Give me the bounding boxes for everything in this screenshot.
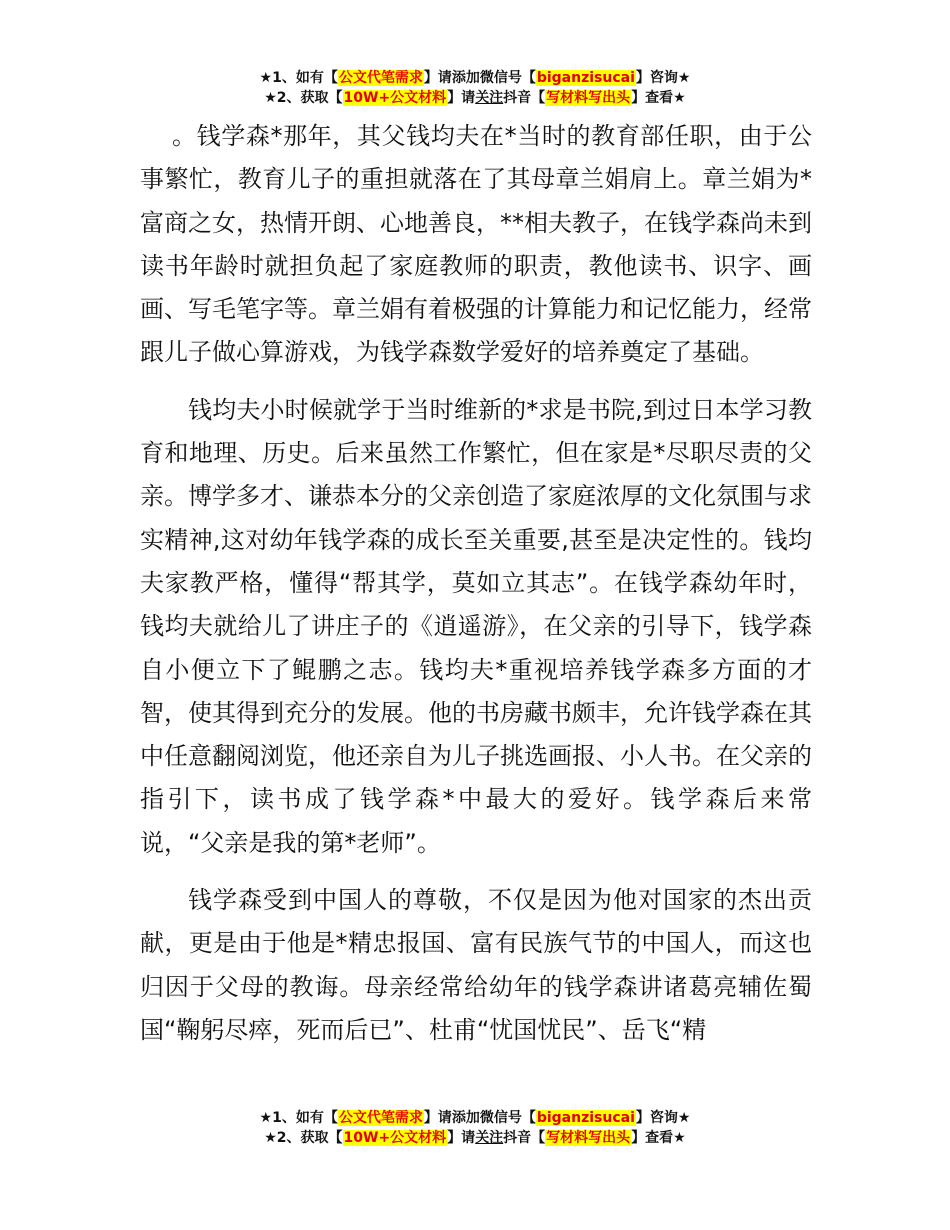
banner-line-2 xyxy=(0,88,950,108)
banner-highlight: 写材料写出头 xyxy=(546,90,631,106)
banner-highlight: 公文代笔需求 xyxy=(338,70,423,86)
banner-text: ★1、如有【 xyxy=(259,70,338,86)
banner-text: 】请 xyxy=(447,90,476,106)
banner-text: 抖音【 xyxy=(503,1130,546,1146)
paragraph: 钱学森受到中国人的尊敬，不仅是因为他对国家的杰出贡献，更是由于他是*精忠报国、富有民族气节的中国人，而这也归因于父母的教诲。母亲经常给幼年的钱学森讲诸葛亮辅佐蜀国“鞠躬尽瘁，死而后已”、杜甫“忧国忧民”、岳飞“精 xyxy=(140,886,812,1044)
banner-text: 微信号【 xyxy=(479,70,536,86)
footer-banner xyxy=(0,1108,950,1148)
paragraph: 。钱学森*那年，其父钱均夫在*当时的教育部任职，由于公事繁忙，教育儿子的重担就落在了其母章兰娟肩上。章兰娟为*富商之女，热情开朗、心地善良，**相夫教子，在钱学森尚未到读书年龄时就担负起了家庭教师的职责，教他读书、识字、画画、写毛笔字等。章兰娟有着极强的计算能力和记忆能力，经常跟儿子做心算游戏，为钱学森数学爱好的培养奠定了基础。 xyxy=(140,122,812,367)
banner-text: 】查看★ xyxy=(631,90,686,106)
paragraph: 钱均夫小时候就学于当时维新的*求是书院,到过日本学习教育和地理、历史。后来虽然工作繁忙，但在家是*尽职尽责的父亲。博学多才、谦恭本分的父亲创造了家庭浓厚的文化氛围与求实精神,这对幼年钱学森的成长至关重要,甚至是决定性的。钱均夫家教严格，懂得“帮其学，莫如立其志”。在钱学森幼年时，钱均夫就给儿了讲庄子的《逍遥游》，在父亲的引导下，钱学森自小便立下了鲲鹏之志。钱均夫*重视培养钱学森多方面的才智，使其得到充分的发展。他的书房藏书颇丰，允许钱学森在其中任意翻阅浏览，他还亲自为儿子挑选画报、小人书。在父亲的指引下，读书成了钱学森*中最大的爱好。钱学森后来常说，“父亲是我的第*老师”。 xyxy=(140,395,812,857)
banner-text: ★1、如有【 xyxy=(259,1110,338,1126)
banner-text: 抖音【 xyxy=(503,90,546,106)
banner-text: 】查看★ xyxy=(631,1130,686,1146)
banner-text: 微信号【 xyxy=(479,1110,536,1126)
banner-text: 】咨询★ xyxy=(635,70,691,86)
banner-highlight: 写材料写出头 xyxy=(546,1130,631,1146)
banner-text: 】请 xyxy=(423,70,452,86)
banner-emphasis: 关注 xyxy=(475,1130,504,1146)
banner-text: 】请 xyxy=(423,1110,452,1126)
banner-text: ★2、获取【 xyxy=(264,1130,343,1146)
banner-highlight: biganzisucai xyxy=(536,1110,635,1126)
header-banner xyxy=(0,68,950,108)
document-body xyxy=(140,115,812,1066)
banner-line-1 xyxy=(0,68,950,88)
banner-line-1 xyxy=(0,1108,950,1128)
banner-emphasis: 添加 xyxy=(451,1110,480,1126)
banner-text: ★2、获取【 xyxy=(264,90,343,106)
banner-highlight: 10W+公文材料 xyxy=(343,1130,447,1146)
banner-emphasis: 添加 xyxy=(451,70,480,86)
banner-emphasis: 关注 xyxy=(475,90,504,106)
banner-text: 】咨询★ xyxy=(635,1110,691,1126)
banner-highlight: 10W+公文材料 xyxy=(343,90,447,106)
banner-line-2 xyxy=(0,1128,950,1148)
banner-highlight: 公文代笔需求 xyxy=(338,1110,423,1126)
banner-highlight: biganzisucai xyxy=(536,70,635,86)
banner-text: 】请 xyxy=(447,1130,476,1146)
